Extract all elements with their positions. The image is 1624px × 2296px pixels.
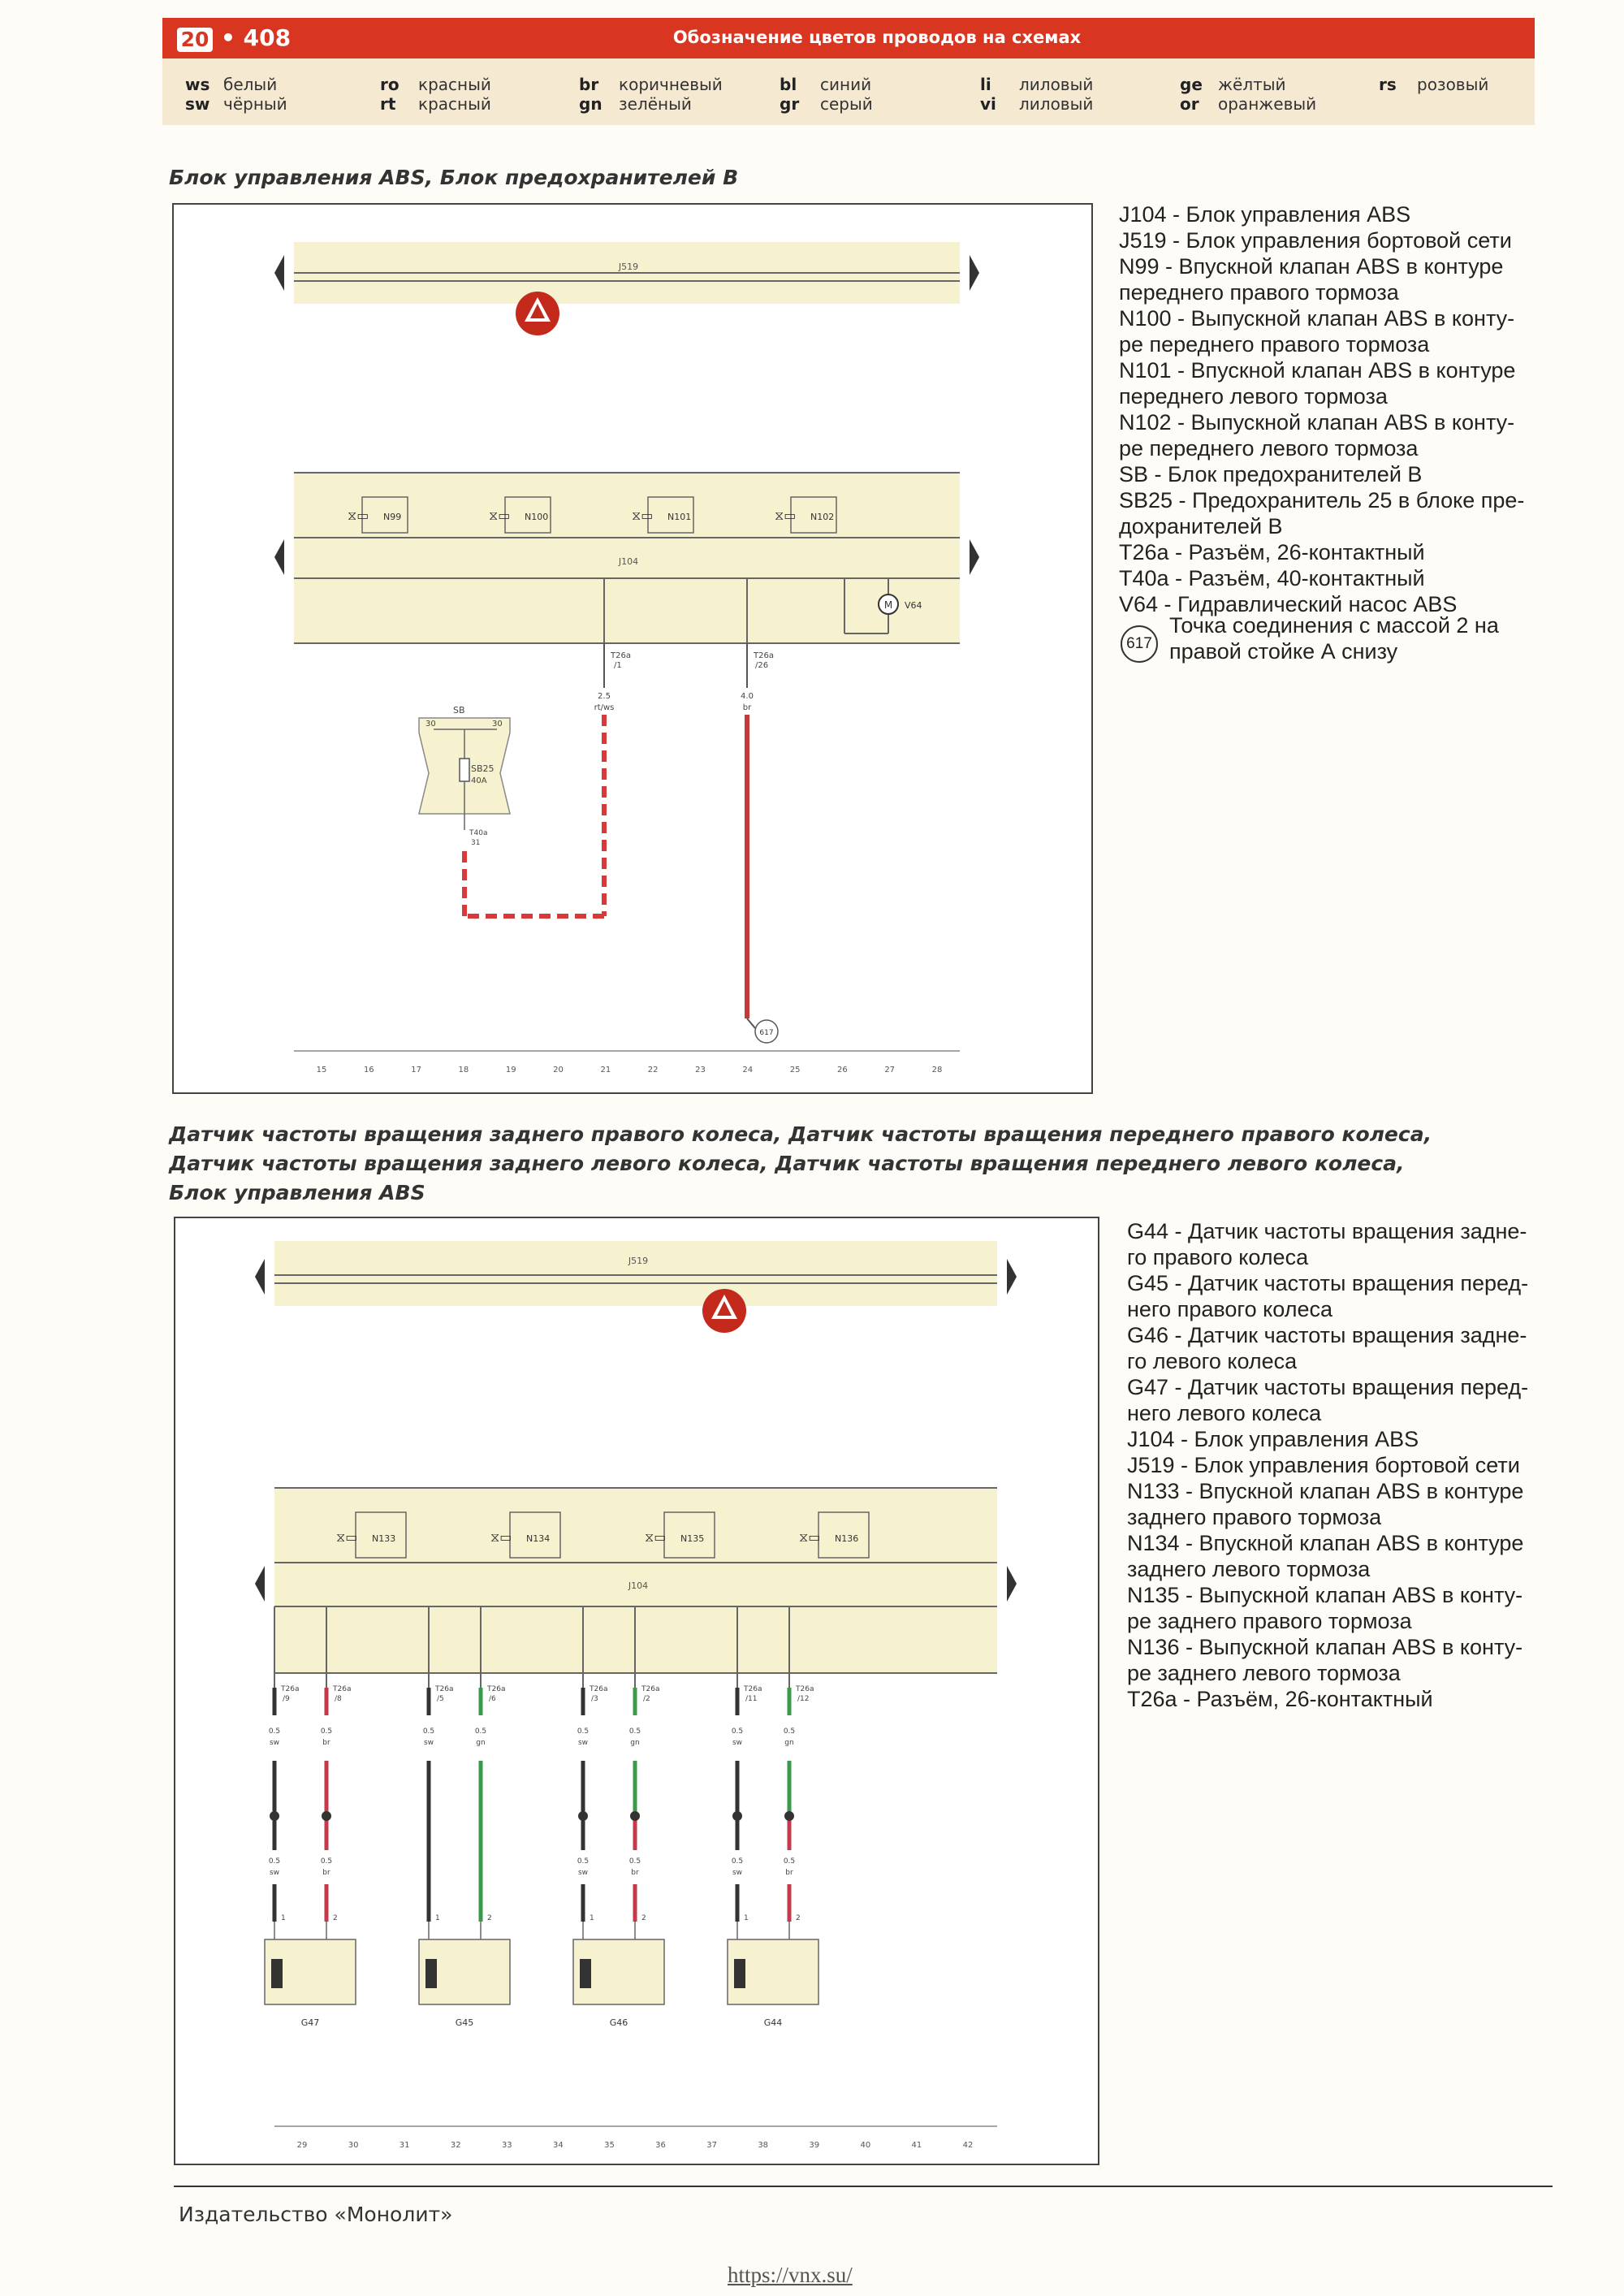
- wire-pin-label: /11: [745, 1695, 758, 1703]
- fuse-connector-pin: 31: [471, 839, 481, 847]
- wire-pin-label: /1: [614, 661, 622, 670]
- sensor-pin-label: 2: [796, 1914, 801, 1922]
- sensor-label: G46: [609, 2017, 628, 2028]
- wire-color-label: gn: [630, 1739, 640, 1747]
- color-code: bl: [780, 75, 797, 94]
- valve-label: N135: [680, 1533, 705, 1544]
- legend-item: SB25 - Предохранитель 25 в блоке пре-: [1119, 488, 1525, 512]
- color-name: синий: [820, 75, 872, 94]
- scale-label: 26: [837, 1066, 848, 1074]
- scale-label: 21: [600, 1066, 611, 1074]
- wire-connector-label: T26a: [435, 1685, 454, 1693]
- sensor-element-icon: [271, 1959, 283, 1988]
- wire-pin-label: /2: [643, 1695, 650, 1703]
- wire-color-label: sw: [577, 1739, 589, 1747]
- valve-label: N99: [383, 512, 402, 522]
- legend-item: него правого колеса: [1127, 1297, 1333, 1321]
- wire-color-label: rt/ws: [594, 703, 615, 712]
- color-name: розовый: [1417, 75, 1489, 94]
- wire-splice-icon: [630, 1811, 640, 1821]
- fuse-connector-label: T40a: [469, 829, 488, 837]
- valve-label: N136: [835, 1533, 859, 1544]
- legend-item: N133 - Впускной клапан ABS в контуре: [1127, 1479, 1524, 1503]
- scale-label: 42: [962, 2141, 974, 2150]
- color-code: br: [579, 75, 599, 94]
- color-code: rt: [380, 94, 396, 114]
- wire-size-label: 0.5: [474, 1727, 487, 1736]
- scale-label: 34: [553, 2141, 564, 2150]
- wire-size-label: 2.5: [598, 692, 611, 701]
- fuse-pin-label: 30: [492, 720, 503, 729]
- continuation-right-icon: [970, 539, 979, 575]
- j519-label: J519: [628, 1256, 649, 1266]
- wire-splice-icon: [784, 1811, 794, 1821]
- color-code: or: [1180, 94, 1199, 114]
- legend-1: [1119, 201, 1524, 617]
- wire-splice-icon: [578, 1811, 588, 1821]
- sensor-label: G47: [300, 2017, 320, 2028]
- footer-rule: [174, 2186, 1553, 2187]
- legend-item: го правого колеса: [1127, 1245, 1309, 1269]
- legend-item: дохранителей B: [1119, 514, 1283, 538]
- wire-size-label: 0.5: [320, 1727, 333, 1736]
- wire-size-label: 0.5: [320, 1857, 333, 1866]
- scale-label: 28: [931, 1066, 943, 1074]
- scale-label: 31: [399, 2141, 410, 2150]
- wiring-diagram-2: [175, 1218, 1098, 2164]
- j104-label: J104: [628, 1580, 649, 1591]
- grid-scale: [297, 2141, 974, 2150]
- color-name: лиловый: [1019, 75, 1094, 94]
- sensor-label: G44: [763, 2017, 783, 2028]
- wiring-diagram-1: [174, 205, 1091, 1092]
- wire-size-label: 0.5: [268, 1857, 281, 1866]
- sensor-pin-label: 1: [744, 1914, 749, 1922]
- scale-label: 36: [655, 2141, 666, 2150]
- continuation-left-icon: [274, 539, 284, 575]
- scale-label: 22: [647, 1066, 659, 1074]
- scale-label: 30: [348, 2141, 359, 2150]
- section2-title-line2: Датчик частоты вращения заднего левого колеса, Датчик частоты вращения переднего левого колеса,: [169, 1152, 1405, 1175]
- section2-title-line1: Датчик частоты вращения заднего правого колеса, Датчик частоты вращения переднего правого колеса,: [169, 1122, 1432, 1146]
- legend-item: N135 - Выпускной клапан ABS в конту-: [1127, 1583, 1523, 1607]
- valve-label: N102: [810, 512, 835, 522]
- color-name: коричневый: [619, 75, 723, 94]
- fuse-icon: [460, 759, 469, 781]
- header-title: Обозначение цветов проводов на схемах: [672, 28, 1082, 47]
- valve-icon: ⧖▭: [775, 508, 797, 523]
- color-name: красный: [418, 75, 491, 94]
- scale-label: 29: [296, 2141, 308, 2150]
- sensor-pin-label: 1: [281, 1914, 286, 1922]
- publisher: Издательство «Монолит»: [179, 2203, 453, 2226]
- legend-item: N100 - Выпускной клапан ABS в конту-: [1119, 306, 1515, 331]
- scale-label: 20: [553, 1066, 564, 1074]
- valve-icon: ⧖▭: [348, 508, 369, 523]
- wire-pin-label: /8: [335, 1695, 342, 1703]
- legend-item: ре переднего правого тормоза: [1119, 332, 1430, 357]
- wire-size-label: 0.5: [422, 1727, 435, 1736]
- legend-item: ре заднего левого тормоза: [1127, 1661, 1401, 1685]
- legend-item: T26a - Разъём, 26-контактный: [1127, 1687, 1433, 1711]
- valve-icon: ⧖▭: [489, 508, 511, 523]
- sensor-element-icon: [734, 1959, 745, 1988]
- color-name: оранжевый: [1218, 94, 1317, 114]
- wire-connector-label: T26a: [641, 1685, 660, 1693]
- scale-label: 23: [695, 1066, 706, 1074]
- scale-label: 16: [363, 1066, 374, 1074]
- legend-item: T26a - Разъём, 26-контактный: [1119, 540, 1425, 564]
- color-name: лиловый: [1019, 94, 1094, 114]
- legend-item: него левого колеса: [1127, 1401, 1322, 1425]
- wire-size-label: 0.5: [268, 1727, 281, 1736]
- wire-color-label: br: [742, 703, 752, 712]
- wire-size-label: 0.5: [731, 1727, 744, 1736]
- color-code: ws: [185, 75, 210, 94]
- legend-item: J104 - Блок управления ABS: [1127, 1427, 1419, 1451]
- scale-label: 33: [501, 2141, 512, 2150]
- scale-label: 41: [911, 2141, 922, 2150]
- sensor-element-icon: [580, 1959, 591, 1988]
- wire-connector-label: T26a: [590, 1685, 608, 1693]
- warning-logo-icon: [702, 1289, 746, 1333]
- scale-label: 37: [706, 2141, 717, 2150]
- scale-label: 39: [809, 2141, 820, 2150]
- color-code: sw: [185, 94, 210, 114]
- scale-label: 32: [450, 2141, 461, 2150]
- legend-item: J519 - Блок управления бортовой сети: [1127, 1453, 1520, 1477]
- legend-item: Точка соединения с массой 2 на: [1169, 613, 1499, 638]
- wire-color-label: br: [322, 1739, 330, 1747]
- valve-label: N134: [526, 1533, 551, 1544]
- legend-item: G46 - Датчик частоты вращения задне-: [1127, 1323, 1527, 1347]
- wire-color-label: gn: [784, 1739, 794, 1747]
- wire-connector-label: T26a: [754, 651, 774, 660]
- diagram1-frame: [172, 203, 1093, 1094]
- legend-item: заднего правого тормоза: [1127, 1505, 1382, 1529]
- wire-pin-label: /3: [591, 1695, 598, 1703]
- wire-connector-label: T26a: [796, 1685, 814, 1693]
- wire-color-label: sw: [577, 1869, 589, 1877]
- sensor-pin-label: 1: [590, 1914, 594, 1922]
- wire-size-label: 0.5: [628, 1857, 641, 1866]
- color-code: gr: [780, 94, 800, 114]
- sensor-pin-label: 1: [435, 1914, 440, 1922]
- color-code: gn: [579, 94, 603, 114]
- pump-label: V64: [905, 600, 922, 611]
- legend-item: G45 - Датчик частоты вращения перед-: [1127, 1271, 1529, 1295]
- wire-size-label: 0.5: [783, 1857, 796, 1866]
- scale-label: 17: [411, 1066, 421, 1074]
- valve-icon: ⧖▭: [336, 1529, 358, 1545]
- wire-connector-label: T26a: [611, 651, 631, 660]
- wire-pin-label: /5: [437, 1695, 444, 1703]
- wire-connector-label: T26a: [487, 1685, 506, 1693]
- wire-connector-label: T26a: [281, 1685, 300, 1693]
- wire-splice-icon: [732, 1811, 742, 1821]
- color-name: чёрный: [223, 94, 287, 114]
- sensor-pin-label: 2: [333, 1914, 338, 1922]
- scale-label: 15: [316, 1066, 327, 1074]
- scale-label: 27: [884, 1066, 896, 1074]
- legend-item: T40a - Разъём, 40-контактный: [1119, 566, 1425, 590]
- color-code: ro: [380, 75, 400, 94]
- legend-item: переднего левого тормоза: [1119, 384, 1388, 409]
- wire-color-label: sw: [269, 1739, 280, 1747]
- wire-color-label: sw: [269, 1869, 280, 1877]
- legend-item: переднего правого тормоза: [1119, 280, 1399, 305]
- wire-size-label: 0.5: [731, 1857, 744, 1866]
- wire-color-label: sw: [423, 1739, 434, 1747]
- continuation-right-icon: [1007, 1566, 1017, 1602]
- continuation-left-icon: [255, 1259, 265, 1295]
- grid-scale: [317, 1066, 943, 1074]
- fuse-pin-label: 30: [425, 720, 436, 729]
- sensor-element-icon: [425, 1959, 437, 1988]
- wire-color-label: br: [322, 1869, 330, 1877]
- color-name: красный: [418, 94, 491, 114]
- wire-splice-icon: [270, 1811, 279, 1821]
- sensor-pin-label: 2: [641, 1914, 646, 1922]
- legend-item: G44 - Датчик частоты вращения задне-: [1127, 1219, 1527, 1243]
- section1-title: Блок управления ABS, Блок предохранителей B: [169, 166, 739, 189]
- legend-item: N134 - Впускной клапан ABS в контуре: [1127, 1531, 1524, 1555]
- ground-label: 617: [759, 1029, 774, 1037]
- wire-color-label: gn: [476, 1739, 486, 1747]
- color-code: vi: [980, 94, 996, 114]
- color-code: rs: [1379, 75, 1397, 94]
- legend-item: N99 - Впускной клапан ABS в контуре: [1119, 254, 1504, 279]
- scale-label: 35: [604, 2141, 615, 2150]
- chapter-badge: 20: [177, 28, 213, 52]
- wire-size-label: 4.0: [741, 692, 754, 701]
- valve-icon: ⧖▭: [490, 1529, 512, 1545]
- valve-label: N101: [667, 512, 692, 522]
- scale-label: 19: [505, 1066, 516, 1074]
- wire-size-label: 0.5: [783, 1727, 796, 1736]
- wire-color-label: br: [785, 1869, 793, 1877]
- legend-item: ре заднего правого тормоза: [1127, 1609, 1412, 1633]
- valve-label: N133: [372, 1533, 396, 1544]
- wire-pin-label: /6: [489, 1695, 496, 1703]
- color-name: зелёный: [619, 94, 692, 114]
- legend-item: ре переднего левого тормоза: [1119, 436, 1419, 460]
- legend-item: правой стойке А снизу: [1169, 639, 1398, 664]
- legend-item: заднего левого тормоза: [1127, 1557, 1371, 1581]
- legend-item: N136 - Выпускной клапан ABS в конту-: [1127, 1635, 1523, 1659]
- valve-icon: ⧖▭: [632, 508, 654, 523]
- fuse-box-label: SB: [453, 705, 465, 716]
- scale-label: 18: [458, 1066, 469, 1074]
- scale-label: 40: [860, 2141, 871, 2150]
- fuse-rating: 40A: [471, 776, 487, 785]
- motor-symbol: M: [883, 599, 893, 611]
- legend-item: V64 - Гидравлический насос ABS: [1119, 592, 1458, 616]
- continuation-left-icon: [274, 255, 284, 291]
- warning-logo-icon: [516, 292, 559, 335]
- legend-item: N102 - Выпускной клапан ABS в конту-: [1119, 410, 1515, 435]
- sensors: [265, 1939, 818, 2028]
- color-code: ge: [1180, 75, 1203, 94]
- wire-size-label: 0.5: [628, 1727, 641, 1736]
- continuation-right-icon: [970, 255, 979, 291]
- page-number: • 408: [221, 24, 292, 51]
- wire-splice-icon: [322, 1811, 331, 1821]
- color-name: жёлтый: [1218, 75, 1286, 94]
- legend-item: J519 - Блок управления бортовой сети: [1119, 228, 1512, 253]
- sensor-pin-label: 2: [487, 1914, 492, 1922]
- color-code: li: [980, 75, 991, 94]
- wire-size-label: 0.5: [577, 1727, 590, 1736]
- wire-pin-label: /26: [755, 661, 769, 670]
- wire-pin-label: /9: [283, 1695, 290, 1703]
- legend-item: го левого колеса: [1127, 1349, 1298, 1373]
- color-name: белый: [223, 75, 278, 94]
- legend-item: G47 - Датчик частоты вращения перед-: [1127, 1375, 1529, 1399]
- valve-icon: ⧖▭: [645, 1529, 667, 1545]
- wire-color-label: br: [631, 1869, 639, 1877]
- legend-item: SB - Блок предохранителей B: [1119, 462, 1423, 486]
- section2-title-line3: Блок управления ABS: [169, 1181, 425, 1204]
- legend-2: [1127, 1218, 1528, 1712]
- j104-label: J104: [618, 556, 639, 567]
- wire-color-label: sw: [732, 1739, 743, 1747]
- valve-label: N100: [525, 512, 549, 522]
- wire-connector-label: T26a: [744, 1685, 762, 1693]
- j519-block: [274, 1241, 997, 1306]
- sensor-label: G45: [455, 2017, 474, 2028]
- valve-icon: ⧖▭: [799, 1529, 821, 1545]
- ground-legend-text: [1169, 612, 1499, 664]
- wire-size-label: 0.5: [577, 1857, 590, 1866]
- fuse-box-sb: [419, 705, 510, 847]
- scale-label: 24: [742, 1066, 754, 1074]
- wire-connector-label: T26a: [333, 1685, 352, 1693]
- legend-item: J104 - Блок управления ABS: [1119, 202, 1411, 227]
- continuation-right-icon: [1007, 1259, 1017, 1295]
- diagram2-frame: [174, 1217, 1099, 2165]
- continuation-left-icon: [255, 1566, 265, 1602]
- wire-color-label: sw: [732, 1869, 743, 1877]
- fuse-label: SB25: [471, 763, 495, 774]
- wire-pin-label: /12: [797, 1695, 810, 1703]
- ground-legend-icon: 617: [1121, 625, 1158, 663]
- legend-item: N101 - Впускной клапан ABS в контуре: [1119, 358, 1516, 383]
- scale-label: 25: [789, 1066, 801, 1074]
- scale-label: 38: [758, 2141, 769, 2150]
- footer-url-link[interactable]: https://vnx.su/: [728, 2263, 853, 2287]
- j519-label: J519: [618, 262, 639, 272]
- color-name: серый: [820, 94, 873, 114]
